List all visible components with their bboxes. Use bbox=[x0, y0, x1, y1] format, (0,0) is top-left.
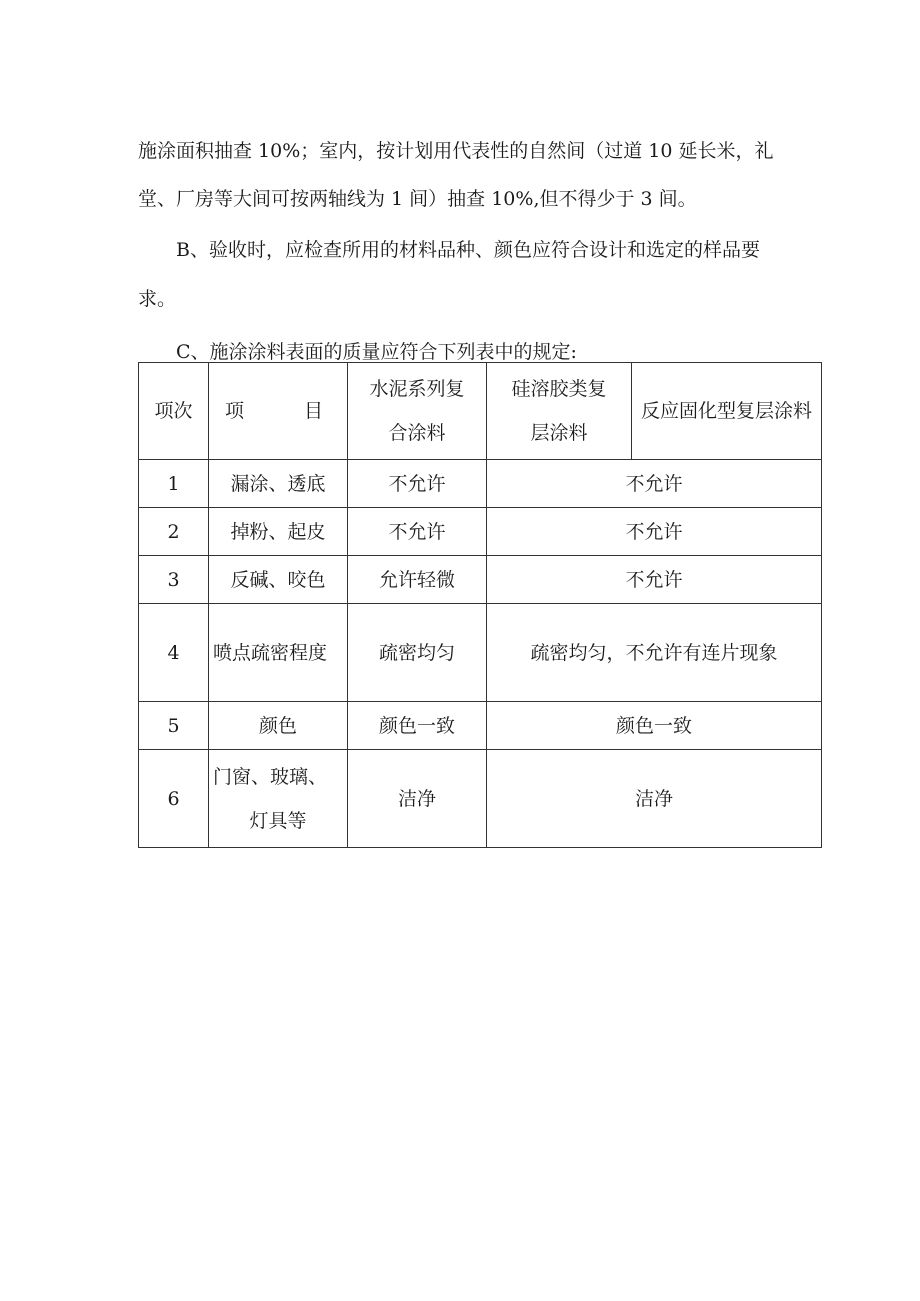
row-others: 洁净 bbox=[487, 750, 822, 848]
row-no: 5 bbox=[139, 702, 209, 750]
header-cement bbox=[348, 363, 487, 460]
table-row bbox=[139, 750, 822, 848]
header-silica-line1: 硅溶胶类复 bbox=[511, 378, 607, 400]
header-item bbox=[209, 363, 348, 460]
header-cement-line1: 水泥系列复 bbox=[369, 378, 465, 400]
row-cement: 不允许 bbox=[348, 508, 487, 556]
row-item: 颜色 bbox=[209, 702, 348, 750]
header-silica-line2: 层涂料 bbox=[530, 422, 588, 444]
row-no: 3 bbox=[139, 556, 209, 604]
row-no: 4 bbox=[139, 604, 209, 702]
header-reactive: 反应固化型复层涂料 bbox=[632, 363, 822, 460]
row-item bbox=[209, 750, 348, 848]
paragraph-1-line-2: 堂、厂房等大间可按两轴线为 1 间）抽查 10%,但不得少于 3 间。 bbox=[138, 188, 697, 210]
row-item-line1: 门窗、玻璃、 bbox=[213, 765, 328, 788]
row-item: 掉粉、起皮 bbox=[209, 508, 348, 556]
quality-table bbox=[138, 362, 822, 848]
table-row bbox=[139, 556, 822, 604]
header-index: 项次 bbox=[139, 363, 209, 460]
row-item: 反碱、咬色 bbox=[209, 556, 348, 604]
paragraph-2-line-1: B、验收时，应检查所用的材料品种、颜色应符合设计和选定的样品要 bbox=[176, 239, 760, 261]
table-row bbox=[139, 604, 822, 702]
row-others: 颜色一致 bbox=[487, 702, 822, 750]
row-no: 2 bbox=[139, 508, 209, 556]
row-item: 喷点疏密程度 bbox=[209, 604, 348, 702]
row-cement: 不允许 bbox=[348, 460, 487, 508]
paragraph-2-line-2: 求。 bbox=[138, 288, 177, 310]
row-others: 不允许 bbox=[487, 556, 822, 604]
paragraph-3: C、施涂涂料表面的质量应符合下列表中的规定: bbox=[176, 341, 577, 363]
header-silica bbox=[487, 363, 632, 460]
header-item-a: 项 bbox=[225, 400, 245, 422]
row-others: 疏密均匀，不允许有连片现象 bbox=[487, 604, 822, 702]
row-item-line2: 灯具等 bbox=[249, 809, 307, 832]
header-item-b: 目 bbox=[303, 400, 323, 422]
row-cement: 疏密均匀 bbox=[348, 604, 487, 702]
paragraph-1-line-1: 施涂面积抽查 10%；室内，按计划用代表性的自然间（过道 10 延长米，礼 bbox=[138, 140, 774, 162]
row-cement: 洁净 bbox=[348, 750, 487, 848]
table-row bbox=[139, 508, 822, 556]
row-cement: 允许轻微 bbox=[348, 556, 487, 604]
row-no: 6 bbox=[139, 750, 209, 848]
header-cement-line2: 合涂料 bbox=[388, 422, 446, 444]
row-no: 1 bbox=[139, 460, 209, 508]
row-cement: 颜色一致 bbox=[348, 702, 487, 750]
row-others: 不允许 bbox=[487, 508, 822, 556]
table-row bbox=[139, 460, 822, 508]
row-item: 漏涂、透底 bbox=[209, 460, 348, 508]
row-others: 不允许 bbox=[487, 460, 822, 508]
table-row bbox=[139, 702, 822, 750]
table-header-row bbox=[139, 363, 822, 460]
